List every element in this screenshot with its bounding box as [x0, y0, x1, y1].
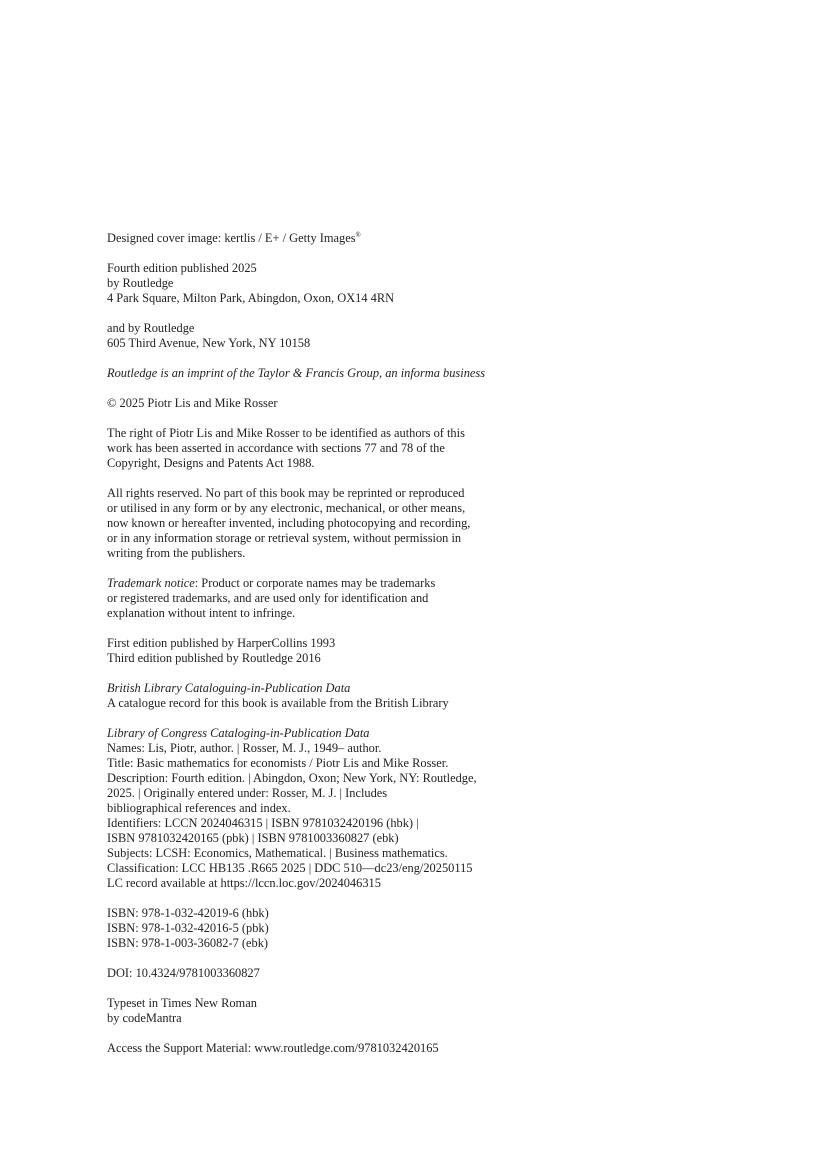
- rights-line: The right of Piotr Lis and Mike Rosser to be identified as authors of this: [107, 426, 465, 440]
- isbn-line: ISBN: 978-1-032-42016-5 (pbk): [107, 921, 269, 935]
- trademark-line: or registered trademarks, and are used only for identification and: [107, 591, 429, 605]
- loc-line: Subjects: LCSH: Economics, Mathematical. | Business mathematics.: [107, 846, 448, 860]
- bl-text: A catalogue record for this book is available from the British Library: [107, 696, 449, 710]
- publication-line: by Routledge: [107, 276, 174, 290]
- loc-line: Description: Fourth edition. | Abingdon, Oxon; New York, NY: Routledge,: [107, 771, 477, 785]
- support-material: [107, 1041, 667, 1056]
- reserved-line: or in any information storage or retrieval system, without permission in: [107, 531, 462, 545]
- isbn-list: [107, 906, 667, 951]
- typeset-line: by codeMantra: [107, 1011, 182, 1025]
- copyright-notice: [107, 396, 667, 411]
- loc-line: Identifiers: LCCN 2024046315 | ISBN 9781032420196 (hbk) |: [107, 816, 419, 830]
- all-rights-reserved-notice: [107, 486, 667, 561]
- rights-line: work has been asserted in accordance with sections 77 and 78 of the: [107, 441, 445, 455]
- bl-heading: British Library Cataloguing-in-Publication Data: [107, 681, 351, 695]
- doi: [107, 966, 667, 981]
- cover-credit-text: Designed cover image: kertlis / E+ / Getty Images: [107, 231, 356, 245]
- copyright-page: [107, 231, 667, 1071]
- loc-line: 2025. | Originally entered under: Rosser, M. J. | Includes: [107, 786, 388, 800]
- reserved-line: All rights reserved. No part of this book may be reprinted or reproduced: [107, 486, 465, 500]
- copyright-text: © 2025 Piotr Lis and Mike Rosser: [107, 396, 278, 410]
- british-library-data: [107, 681, 667, 711]
- cover-credit: [107, 231, 667, 246]
- registered-mark: ®: [355, 231, 361, 239]
- doi-text: DOI: 10.4324/9781003360827: [107, 966, 260, 980]
- publication-us-line: and by Routledge: [107, 321, 195, 335]
- isbn-line: ISBN: 978-1-003-36082-7 (ebk): [107, 936, 269, 950]
- typeset-line: Typeset in Times New Roman: [107, 996, 257, 1010]
- typeset-credit: [107, 996, 667, 1026]
- reserved-line: now known or hereafter invented, including photocopying and recording,: [107, 516, 471, 530]
- trademark-notice: [107, 576, 667, 621]
- trademark-label: Trademark notice: [107, 576, 195, 590]
- library-of-congress-data: [107, 726, 667, 891]
- support-material-text: Access the Support Material: www.routledge.com/9781032420165: [107, 1041, 439, 1055]
- rights-line: Copyright, Designs and Patents Act 1988.: [107, 456, 315, 470]
- loc-line: Title: Basic mathematics for economists / Piotr Lis and Mike Rosser.: [107, 756, 449, 770]
- edition-history: [107, 636, 667, 666]
- loc-line: LC record available at https://lccn.loc.gov/2024046315: [107, 876, 381, 890]
- edition-line: Third edition published by Routledge 2016: [107, 651, 321, 665]
- loc-line: Classification: LCC HB135 .R665 2025 | DDC 510—dc23/eng/20250115: [107, 861, 473, 875]
- loc-line: ISBN 9781032420165 (pbk) | ISBN 9781003360827 (ebk): [107, 831, 399, 845]
- trademark-first-line: [107, 576, 667, 591]
- edition-line: First edition published by HarperCollins 1993: [107, 636, 336, 650]
- publication-line: Fourth edition published 2025: [107, 261, 257, 275]
- cover-credit-line: [107, 231, 667, 246]
- loc-line: Names: Lis, Piotr, author. | Rosser, M. J., 1949– author.: [107, 741, 382, 755]
- loc-line: bibliographical references and index.: [107, 801, 291, 815]
- publication-details: [107, 261, 667, 306]
- loc-heading: Library of Congress Cataloging-in-Publication Data: [107, 726, 370, 740]
- publication-line: 4 Park Square, Milton Park, Abingdon, Oxon, OX14 4RN: [107, 291, 395, 305]
- moral-rights-notice: [107, 426, 667, 471]
- reserved-line: writing from the publishers.: [107, 546, 246, 560]
- trademark-first-text: : Product or corporate names may be trademarks: [194, 576, 436, 590]
- imprint-text: Routledge is an imprint of the Taylor & Francis Group, an informa business: [107, 366, 486, 380]
- reserved-line: or utilised in any form or by any electronic, mechanical, or other means,: [107, 501, 466, 515]
- publication-us-line: 605 Third Avenue, New York, NY 10158: [107, 336, 311, 350]
- imprint-statement: [107, 366, 667, 381]
- isbn-line: ISBN: 978-1-032-42019-6 (hbk): [107, 906, 269, 920]
- publication-us-details: [107, 321, 667, 351]
- trademark-line: explanation without intent to infringe.: [107, 606, 296, 620]
